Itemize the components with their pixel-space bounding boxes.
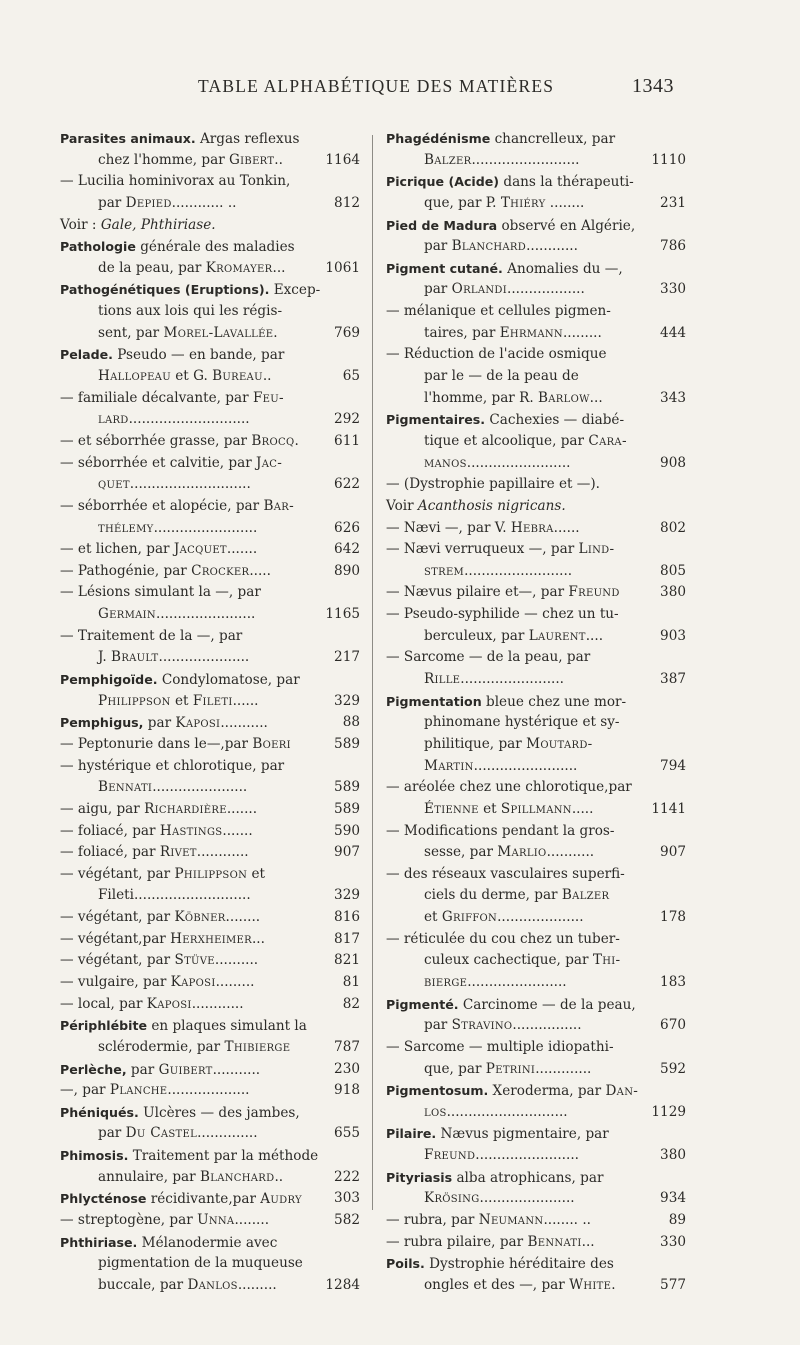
page-reference: 582 — [334, 1212, 360, 1229]
index-entry-text: — séborrhée et alopécie, par Bar- — [60, 497, 295, 514]
index-entry-text: — Lésions simulant la —, par — [60, 584, 261, 601]
index-entry-text: phinomane hystérique et sy- — [424, 714, 620, 731]
index-line — [60, 582, 360, 604]
index-entry-text: annulaire, par Blanchard.. — [98, 1168, 284, 1185]
page-reference: 589 — [334, 735, 360, 752]
page-reference: 786 — [660, 238, 686, 255]
index-line — [386, 1232, 686, 1254]
index-line — [386, 388, 686, 410]
index-line — [60, 193, 360, 215]
index-entry-text: Hallopeau et G. Bureau.. — [98, 368, 272, 385]
page-reference: 1284 — [325, 1276, 360, 1293]
page-reference: 303 — [334, 1190, 360, 1207]
page-reference: 769 — [334, 324, 360, 341]
index-entry-text: — et séborrhée grasse, par Brocq. — [60, 432, 299, 449]
index-entry-text: — foliacé, par Hastings....... — [60, 822, 253, 839]
page-reference: 330 — [660, 1233, 686, 1250]
index-line — [60, 821, 360, 843]
index-line — [386, 1037, 686, 1059]
index-line — [60, 972, 360, 994]
page-reference: 802 — [660, 519, 686, 536]
index-line — [386, 994, 686, 1016]
index-line — [386, 647, 686, 669]
index-entry-text: lard............................ — [98, 411, 250, 428]
page-reference: 592 — [660, 1060, 686, 1077]
index-entry-text: Pigmenté. Carcinome — de la peau, — [386, 996, 636, 1013]
index-line — [60, 907, 360, 929]
index-line — [60, 626, 360, 648]
index-entry-text: — végétant, par Stüve.......... — [60, 952, 259, 969]
index-line — [386, 453, 686, 475]
page-reference: 908 — [660, 454, 686, 471]
index-entry-text: buccale, par Danlos......... — [98, 1276, 277, 1293]
index-entry-text: Pied de Madura observé en Algérie, — [386, 217, 636, 234]
index-line — [60, 323, 360, 345]
page-reference: 890 — [334, 562, 360, 579]
index-entry-text: — et lichen, par Jacquet....... — [60, 541, 258, 558]
page-reference: 590 — [334, 822, 360, 839]
index-line — [60, 1015, 360, 1037]
index-line — [386, 1188, 686, 1210]
index-line — [386, 799, 686, 821]
index-line — [60, 734, 360, 756]
index-entry-text: manos........................ — [424, 454, 571, 471]
index-entry-text: sent, par Morel-Lavallée. — [98, 324, 278, 341]
index-entry-text: berculeux, par Laurent.... — [424, 627, 604, 644]
index-line — [60, 1145, 360, 1167]
index-entry-text: Pathogénétiques (Eruptions). Excep- — [60, 282, 321, 299]
index-entry-text: Phimosis. Traitement par la méthode — [60, 1148, 319, 1165]
index-entry-text: — Nævus pilaire et—, par Freund — [386, 584, 620, 601]
index-line — [60, 388, 360, 410]
index-entry-text: — Pseudo-syphilide — chez un tu- — [386, 606, 619, 623]
index-entry-text: — familiale décalvante, par Feu- — [60, 389, 284, 406]
index-line — [60, 128, 360, 150]
index-entry-text: Poils. Dystrophie héréditaire des — [386, 1256, 614, 1273]
index-entry-text: Fileti........................... — [98, 887, 251, 904]
index-line — [60, 496, 360, 518]
page-reference: 794 — [660, 757, 686, 774]
index-entry-text: Pemphigoïde. Condylomatose, par — [60, 672, 300, 689]
index-entry-text: — streptogène, par Unna........ — [60, 1212, 270, 1229]
index-entry-text: — Lucilia hominivorax au Tonkin, — [60, 173, 291, 190]
page-reference: 812 — [334, 194, 360, 211]
index-line — [386, 431, 686, 453]
page-reference: 230 — [334, 1060, 360, 1077]
index-line — [60, 1080, 360, 1102]
index-line — [386, 669, 686, 691]
index-entry-text: Pigment cutané. Anomalies du —, — [386, 260, 623, 277]
index-line — [386, 582, 686, 604]
index-entry-text: Germain....................... — [98, 606, 256, 623]
index-line — [60, 669, 360, 691]
index-entry-text: — hystérique et chlorotique, par — [60, 757, 285, 774]
index-line — [386, 1102, 686, 1124]
page-reference: 330 — [660, 281, 686, 298]
index-entry-text: culeux cachectique, par Thi- — [424, 952, 621, 969]
index-line — [60, 712, 360, 734]
index-entry-text: et Griffon.................... — [424, 909, 584, 926]
index-line — [60, 236, 360, 258]
index-line — [386, 215, 686, 237]
index-entry-text: — rubra, par Neumann........ .. — [386, 1212, 591, 1229]
index-line — [60, 1188, 360, 1210]
index-column-left — [60, 128, 360, 1297]
index-line — [386, 604, 686, 626]
index-entry-text: — foliacé, par Rivet............ — [60, 844, 249, 861]
index-entry-text: philitique, par Moutard- — [424, 735, 593, 752]
index-line — [60, 799, 360, 821]
index-entry-text: — Nævi —, par V. Hebra...... — [386, 519, 580, 536]
index-entry-text: Pigmentation bleue chez une mor- — [386, 693, 627, 710]
index-entry-text: Picrique (Acide) dans la thérapeuti- — [386, 174, 634, 191]
index-column-right — [386, 128, 686, 1297]
index-line — [386, 344, 686, 366]
index-entry-text: Voir : Gale, Phthiriase. — [60, 216, 216, 233]
index-line — [386, 301, 686, 323]
index-entry-text: Perlèche, par Guibert........... — [60, 1061, 261, 1078]
index-line — [60, 1210, 360, 1232]
page-reference: 444 — [660, 324, 686, 341]
index-line — [386, 539, 686, 561]
index-entry-text: ciels du derme, par Balzer — [424, 887, 610, 904]
page-reference: 907 — [334, 844, 360, 861]
page-reference: 329 — [334, 692, 360, 709]
index-entry-text: par Du Castel.............. — [98, 1125, 258, 1142]
index-entry-text: Pemphigus, par Kaposi........... — [60, 715, 268, 732]
index-line — [386, 1015, 686, 1037]
index-entry-text: Rille........................ — [424, 671, 564, 688]
index-line — [386, 1080, 686, 1102]
index-line — [60, 1232, 360, 1254]
page-reference: 292 — [334, 411, 360, 428]
index-line — [386, 366, 686, 388]
index-line — [386, 712, 686, 734]
index-line — [60, 864, 360, 886]
running-title: TABLE ALPHABÉTIQUE DES MATIÈRES — [198, 76, 555, 96]
index-entry-text: ongles et des —, par White. — [424, 1276, 616, 1293]
index-entry-text: par Depied............ .. — [98, 194, 237, 211]
index-line — [386, 1253, 686, 1275]
index-line — [60, 539, 360, 561]
index-entry-text: Pityriasis alba atrophicans, par — [386, 1169, 604, 1186]
index-line — [386, 734, 686, 756]
page-reference: 787 — [334, 1038, 360, 1055]
index-line — [386, 929, 686, 951]
index-entry-text: —, par Planche................... — [60, 1082, 250, 1099]
index-entry-text: sesse, par Marlio........... — [424, 844, 595, 861]
page-reference: 1061 — [325, 259, 360, 276]
page-reference: 934 — [660, 1190, 686, 1207]
index-entry-text: — végétant, par Köbner........ — [60, 909, 261, 926]
index-line — [60, 691, 360, 713]
page-reference: 589 — [334, 779, 360, 796]
index-line — [386, 193, 686, 215]
index-line — [386, 864, 686, 886]
index-line — [60, 777, 360, 799]
index-line — [60, 258, 360, 280]
index-line — [60, 518, 360, 540]
index-entry-text: Phéniqués. Ulcères — des jambes, — [60, 1104, 300, 1121]
page-reference: 329 — [334, 887, 360, 904]
index-entry-text: Périphlébite en plaques simulant la — [60, 1018, 307, 1035]
index-line — [386, 972, 686, 994]
index-line — [60, 994, 360, 1016]
page-reference: 642 — [334, 541, 360, 558]
index-line — [60, 215, 360, 237]
index-entry-text: — vulgaire, par Kaposi......... — [60, 973, 255, 990]
index-entry-text: Krösing...................... — [424, 1190, 575, 1207]
index-entry-text: — séborrhée et calvitie, par Jac- — [60, 454, 283, 471]
index-line — [386, 474, 686, 496]
index-entry-text: quet............................ — [98, 476, 251, 493]
index-line — [60, 647, 360, 669]
index-entry-text: l'homme, par R. Barlow... — [424, 389, 603, 406]
index-line — [386, 821, 686, 843]
index-entry-text: taires, par Ehrmann......... — [424, 324, 602, 341]
page-reference: 817 — [334, 930, 360, 947]
page-reference: 577 — [660, 1276, 686, 1293]
index-line — [60, 474, 360, 496]
index-entry-text: Voir Acanthosis nigricans. — [386, 497, 566, 514]
index-entry-text: Étienne et Spillmann..... — [424, 800, 594, 817]
index-entry-text: — Modifications pendant la gros- — [386, 822, 615, 839]
index-entry-text: Pilaire. Nævus pigmentaire, par — [386, 1126, 609, 1143]
index-entry-text: sclérodermie, par Thibierge — [98, 1038, 291, 1055]
page-reference: 626 — [334, 519, 360, 536]
page-reference: 589 — [334, 800, 360, 817]
index-entry-text: de la peau, par Kromayer... — [98, 259, 286, 276]
index-line — [60, 431, 360, 453]
page-reference: 903 — [660, 627, 686, 644]
index-line — [60, 1059, 360, 1081]
index-line — [60, 453, 360, 475]
page-reference: 611 — [334, 432, 360, 449]
index-line — [60, 409, 360, 431]
page-reference: 343 — [660, 389, 686, 406]
index-entry-text: Pelade. Pseudo — en bande, par — [60, 347, 285, 364]
index-line — [386, 518, 686, 540]
index-line — [60, 171, 360, 193]
index-entry-text: strem......................... — [424, 562, 573, 579]
index-line — [386, 1167, 686, 1189]
page-reference: 183 — [660, 973, 686, 990]
index-entry-text: par le — de la peau de — [424, 368, 579, 385]
page-reference: 622 — [334, 476, 360, 493]
page-reference: 821 — [334, 952, 360, 969]
index-entry-text: — végétant,par Herxheimer... — [60, 930, 265, 947]
index-entry-text: — rubra pilaire, par Bennati... — [386, 1233, 595, 1250]
page-reference: 89 — [668, 1212, 686, 1229]
index-line — [60, 1123, 360, 1145]
index-line — [386, 1210, 686, 1232]
column-divider — [372, 135, 373, 1210]
page-reference: 231 — [660, 194, 686, 211]
index-entry-text: — Sarcome — de la peau, par — [386, 649, 591, 666]
page-reference: 670 — [660, 1017, 686, 1034]
index-entry-text: que, par Petrini............. — [424, 1060, 592, 1077]
index-line — [60, 1037, 360, 1059]
index-line — [386, 128, 686, 150]
index-line — [386, 1123, 686, 1145]
index-line — [386, 950, 686, 972]
page-reference: 907 — [660, 844, 686, 861]
page-reference: 380 — [660, 584, 686, 601]
index-line — [386, 323, 686, 345]
index-line — [60, 885, 360, 907]
page-reference: 918 — [334, 1082, 360, 1099]
index-line — [60, 929, 360, 951]
page-reference: 82 — [342, 995, 360, 1012]
index-entry-text: Phagédénisme chancrelleux, par — [386, 131, 616, 147]
index-entry-text: par Orlandi.................. — [424, 281, 585, 298]
index-entry-text: par Blanchard............ — [424, 238, 578, 255]
index-entry-text: Pathologie générale des maladies — [60, 239, 295, 256]
index-entry-text: bierge....................... — [424, 973, 567, 990]
index-line — [60, 1167, 360, 1189]
index-line — [60, 150, 360, 172]
index-line — [60, 561, 360, 583]
page-reference: 1165 — [325, 606, 360, 623]
page-reference: 1129 — [651, 1103, 686, 1120]
index-line — [386, 777, 686, 799]
index-entry-text: — mélanique et cellules pigmen- — [386, 303, 611, 320]
index-line — [386, 1145, 686, 1167]
index-entry-text: chez l'homme, par Gibert.. — [98, 151, 283, 168]
index-entry-text: que, par P. Thiéry ........ — [424, 194, 585, 211]
index-line — [386, 907, 686, 929]
index-line — [386, 756, 686, 778]
index-entry-text: thélemy........................ — [98, 519, 258, 536]
index-line — [386, 496, 686, 518]
index-entry-text: tique et alcoolique, par Cara- — [424, 432, 627, 449]
page-reference: 222 — [334, 1168, 360, 1185]
index-line — [60, 756, 360, 778]
index-line — [386, 258, 686, 280]
index-entry-text: — réticulée du cou chez un tuber- — [386, 930, 620, 947]
index-entry-text: — (Dystrophie papillaire et —). — [386, 476, 601, 493]
index-line — [60, 1102, 360, 1124]
page-reference: 805 — [660, 562, 686, 579]
index-entry-text: pigmentation de la muqueuse — [98, 1255, 303, 1272]
index-entry-text: Bennati...................... — [98, 779, 248, 796]
index-entry-text: Pigmentosum. Xeroderma, par Dan- — [386, 1083, 639, 1100]
page-reference: 65 — [342, 368, 360, 385]
index-entry-text: los............................ — [424, 1103, 568, 1120]
index-line — [60, 279, 360, 301]
page-reference: 655 — [334, 1125, 360, 1142]
index-line — [60, 842, 360, 864]
page-reference: 88 — [342, 714, 360, 731]
page-reference: 1164 — [325, 151, 360, 168]
index-line — [386, 561, 686, 583]
index-entry-text: J. Brault..................... — [98, 649, 250, 666]
index-entry-text: Philippson et Fileti...... — [98, 692, 259, 709]
index-line — [60, 1253, 360, 1275]
page-reference: 380 — [660, 1147, 686, 1164]
index-line — [386, 691, 686, 713]
index-line — [60, 344, 360, 366]
index-entry-text: Balzer......................... — [424, 151, 580, 168]
index-entry-text: — Sarcome — multiple idiopathi- — [386, 1038, 614, 1055]
index-entry-text: — Traitement de la —, par — [60, 627, 243, 644]
page-reference: 1110 — [651, 151, 686, 168]
index-entry-text: tions aux lois qui les régis- — [98, 303, 283, 320]
page-reference: 178 — [660, 909, 686, 926]
index-line — [60, 1275, 360, 1297]
index-entry-text: par Stravino................ — [424, 1017, 582, 1034]
page-reference: 81 — [342, 973, 360, 990]
index-line — [60, 301, 360, 323]
index-entry-text: Pigmentaires. Cachexies — diabé- — [386, 412, 625, 429]
index-entry-text: — Peptonurie dans le—,par Boeri — [60, 735, 291, 752]
index-line — [60, 366, 360, 388]
index-entry-text: — aigu, par Richardière....... — [60, 800, 258, 817]
index-entry-text: Freund........................ — [424, 1147, 579, 1164]
page-reference: 217 — [334, 649, 360, 666]
index-entry-text: — Nævi verruqueux —, par Lind- — [386, 541, 615, 558]
index-line — [386, 1059, 686, 1081]
index-line — [386, 150, 686, 172]
page-reference: 1141 — [651, 800, 686, 817]
index-line — [60, 604, 360, 626]
index-line — [386, 409, 686, 431]
index-line — [386, 171, 686, 193]
page-reference: 816 — [334, 909, 360, 926]
page-number: 1343 — [632, 75, 674, 97]
index-entry-text: Martin........................ — [424, 757, 578, 774]
index-entry-text: — végétant, par Philippson et — [60, 865, 265, 882]
index-line — [386, 885, 686, 907]
index-entry-text: — aréolée chez une chlorotique,par — [386, 779, 632, 796]
index-entry-text: — des réseaux vasculaires superfi- — [386, 865, 625, 882]
index-line — [386, 626, 686, 648]
page-header — [0, 76, 800, 102]
index-entry-text: Parasites animaux. Argas reflexus — [60, 131, 300, 147]
index-line — [386, 1275, 686, 1297]
page-reference: 387 — [660, 671, 686, 688]
index-entry-text: — Pathogénie, par Crocker..... — [60, 562, 271, 579]
index-entry-text: — Réduction de l'acide osmique — [386, 346, 607, 363]
index-line — [386, 236, 686, 258]
index-line — [386, 279, 686, 301]
index-entry-text: — local, par Kaposi............ — [60, 995, 244, 1012]
index-entry-text: Phthiriase. Mélanodermie avec — [60, 1234, 278, 1251]
index-line — [386, 842, 686, 864]
index-entry-text: Phlycténose récidivante,par Audry — [60, 1191, 302, 1208]
index-line — [60, 950, 360, 972]
